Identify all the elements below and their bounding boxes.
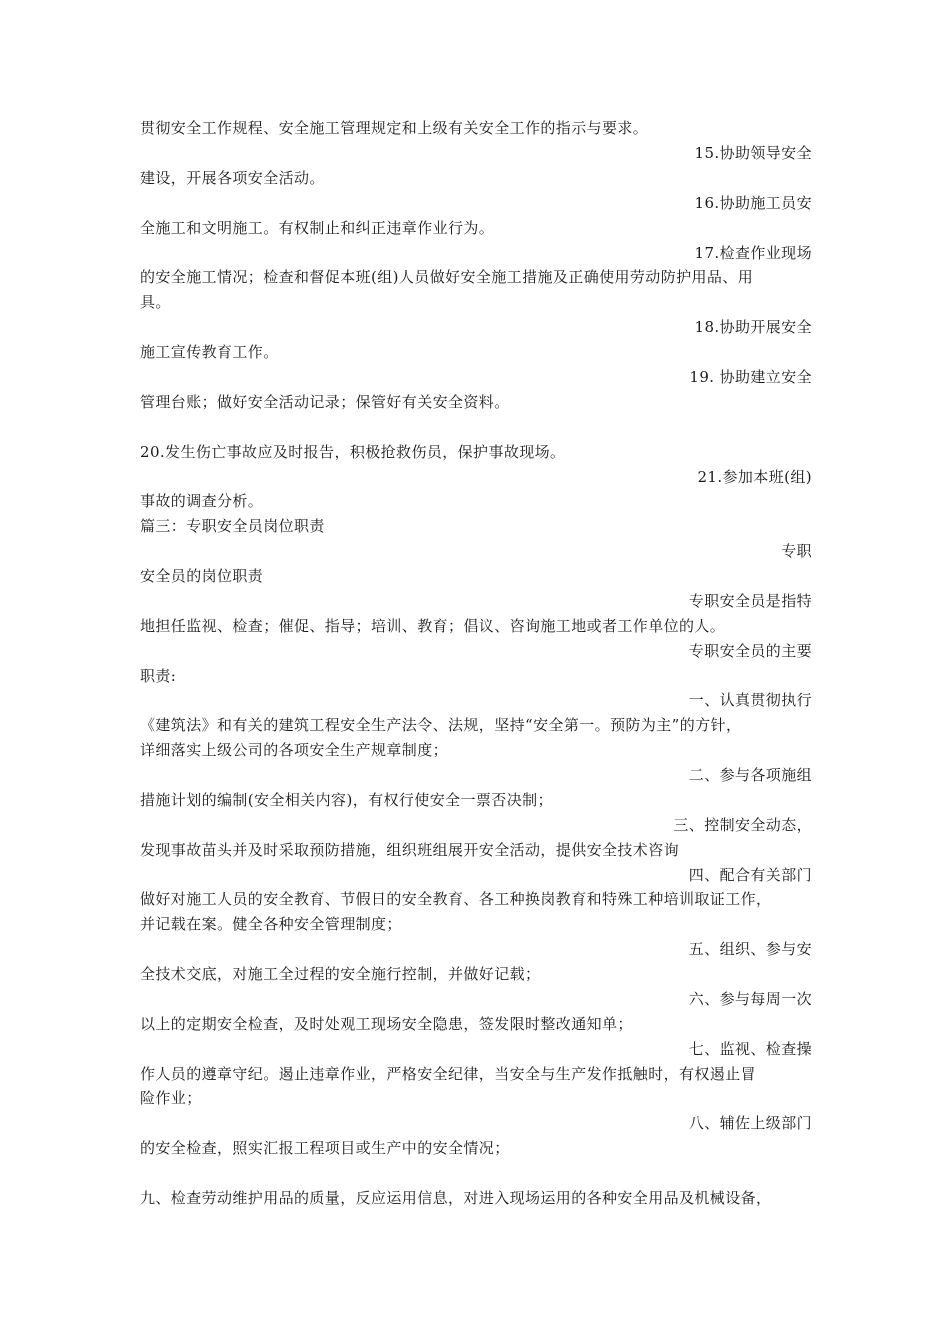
text-line: 施工宣传教育工作。 [140, 343, 279, 361]
text-line: 全技术交底，对施工全过程的安全施行控制，并做好记载； [140, 965, 541, 983]
text-line: 17.检查作业现场 [694, 244, 812, 262]
text-line: 的安全检查，照实汇报工程项目或生产中的安全情况； [140, 1139, 510, 1157]
text-line: 专职安全员是指特 [688, 592, 812, 610]
text-line: 贯彻安全工作规程、安全施工管理规定和上级有关安全工作的指示与要求。 [140, 119, 649, 137]
text-line: 七、监视、检查操 [688, 1040, 812, 1058]
text-line: 21.参加本班(组) [697, 468, 812, 486]
text-line: 做好对施工人员的安全教育、节假日的安全教育、各工种换岗教育和特殊工种培训取证工作， [140, 890, 772, 908]
text-line: 五、组织、参与安 [688, 940, 812, 958]
text-line: 18.协助开展安全 [694, 318, 812, 336]
text-line: 险作业； [140, 1089, 202, 1107]
text-line: 《建筑法》和有关的建筑工程安全生产法令、法规，坚持“安全第一。预防为主”的方针， [140, 716, 742, 734]
text-line: 地担任监视、检查；催促、指导；培训、教育；倡议、咨询施工地或者工作单位的人。 [140, 617, 726, 635]
text-line: 职责: [140, 667, 177, 685]
text-line: 专职安全员的主要 [688, 642, 812, 660]
text-line: 16.协助施工员安 [694, 194, 812, 212]
text-line: 具。 [140, 293, 171, 311]
text-line: 一、认真贯彻执行 [688, 691, 812, 709]
text-line: 建设，开展各项安全活动。 [140, 169, 325, 187]
text-line: 六、参与每周一次 [688, 990, 812, 1008]
text-line: 作人员的遵章守纪。遏止违章作业，严格安全纪律，当安全与生产发作抵触时，有权遏止冒 [140, 1065, 757, 1083]
text-line: 四、配合有关部门 [688, 866, 812, 884]
text-line: 三、控制安全动态， [673, 816, 812, 834]
text-line: 措施计划的编制(安全相关内容)，有权行使安全一票否决制； [140, 791, 553, 809]
text-line: 二、参与各项施组 [688, 766, 812, 784]
text-line: 安全员的岗位职责 [140, 567, 264, 585]
text-line: 的安全施工情况；检查和督促本班(组)人员做好安全施工措施及正确使用劳动防护用品、用 [140, 268, 754, 286]
text-line: 20.发生伤亡事故应及时报告，积极抢救伤员，保护事故现场。 [140, 443, 566, 461]
text-line: 专职 [781, 542, 812, 560]
section-heading: 篇三：专职安全员岗位职责 [140, 517, 325, 535]
text-line: 15.协助领导安全 [694, 144, 812, 162]
text-line: 以上的定期安全检查，及时处观工现场安全隐患，签发限时整改通知单； [140, 1015, 633, 1033]
text-line: 九、检查劳动维护用品的质量，反应运用信息，对进入现场运用的各种安全用品及机械设备， [140, 1189, 772, 1207]
text-line: 19. 协助建立安全 [689, 368, 812, 386]
text-line: 管理台账；做好安全活动记录；保管好有关安全资料。 [140, 393, 510, 411]
text-line: 事故的调查分析。 [140, 492, 264, 510]
text-line: 详细落实上级公司的各项安全生产规章制度； [140, 741, 449, 759]
text-line: 八、辅佐上级部门 [688, 1114, 812, 1132]
text-line: 并记载在案。健全各种安全管理制度； [140, 915, 402, 933]
text-line: 发现事故苗头并及时采取预防措施，组织班组展开安全活动，提供安全技术咨询 [140, 841, 680, 859]
text-line: 全施工和文明施工。有权制止和纠正违章作业行为。 [140, 219, 495, 237]
